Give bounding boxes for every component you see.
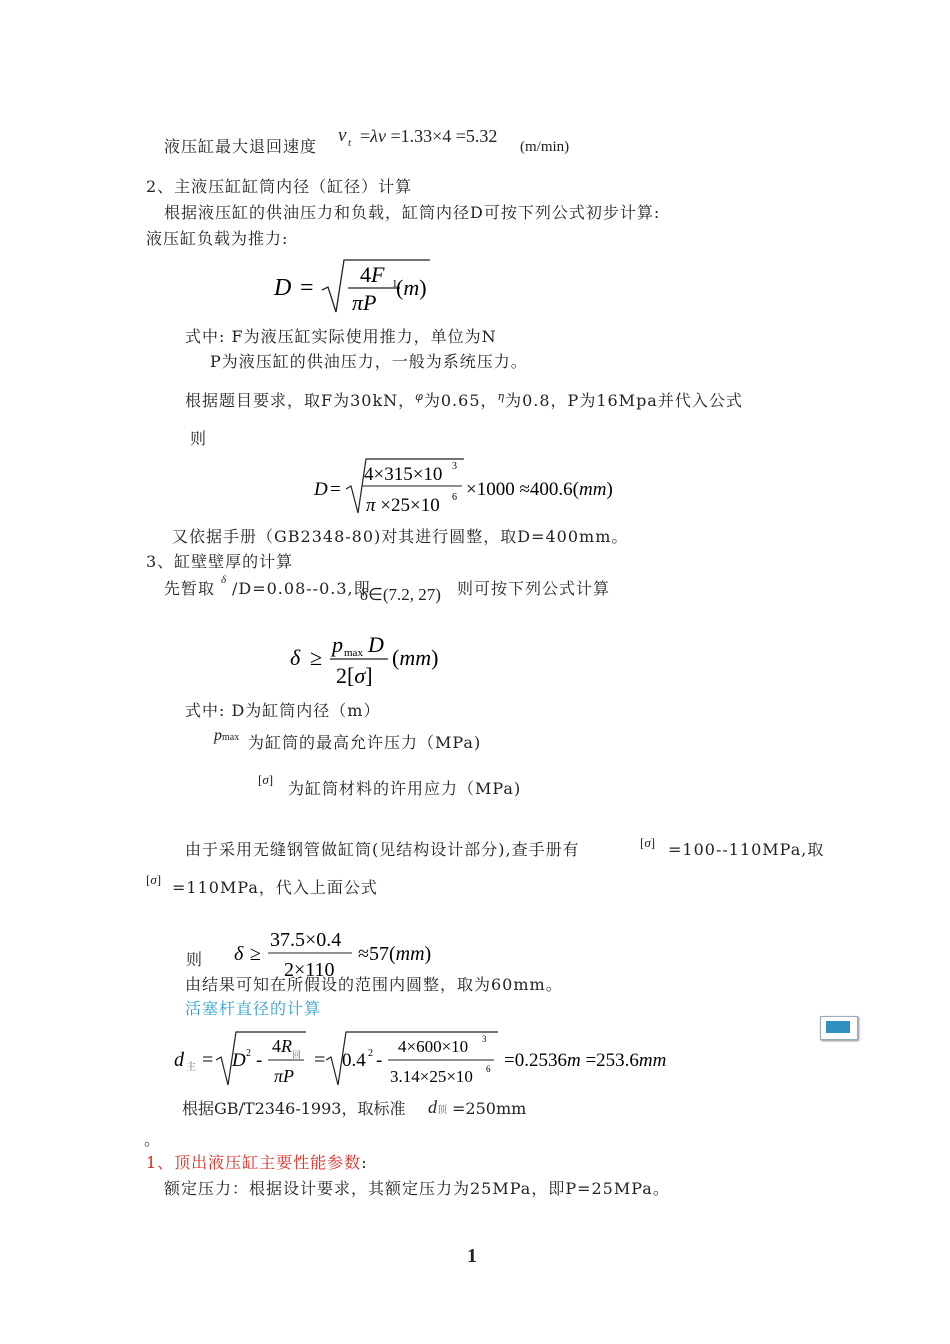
given-values: 根据题目要求，取F为30kN，$^\varphi$为0.65，$^\eta$为0.8，P为16Mpa并代入公式 <box>185 390 743 410</box>
standard-suffix: =250mm <box>452 1099 527 1118</box>
where-pmax: 为缸筒的最高允许压力（MPa) <box>248 733 482 752</box>
note-icon[interactable] <box>820 1016 858 1040</box>
svg-text:2[σ]: 2[σ] <box>336 663 373 688</box>
formula-delta <box>288 628 458 692</box>
where-D: 式中: D为缸筒内径（m） <box>185 701 381 720</box>
sigma-value: =110MPa，代入上面公式 <box>172 878 378 897</box>
svg-text:2×110: 2×110 <box>284 959 335 981</box>
svg-text:1: 1 <box>392 278 398 290</box>
svg-text:4F: 4F <box>360 262 385 287</box>
svg-text:2: 2 <box>246 1048 251 1059</box>
retract-speed-unit: (m/min) <box>520 139 570 155</box>
standard-prefix: 根据GB/T2346-1993，取标准 <box>182 1099 406 1118</box>
stray-period: 。 <box>144 1130 162 1149</box>
svg-text:4×315×10: 4×315×10 <box>364 464 443 485</box>
where-sigma: 为缸筒材料的许用应力（MPa) <box>288 779 522 798</box>
svg-text:≥: ≥ <box>250 943 261 965</box>
svg-text:=: = <box>300 275 314 301</box>
assume-middle: /D=0.08--0.3,即 <box>232 579 371 598</box>
result-line: 由结果可知在所假设的范围内圆整，取为60mm。 <box>185 975 563 994</box>
retract-speed-label: 液压缸最大退回速度 <box>164 137 318 156</box>
svg-text:37.5×0.4: 37.5×0.4 <box>270 929 342 951</box>
section2-intro: 根据液压缸的供油压力和负载，缸筒内径D可按下列公式初步计算: <box>164 203 661 222</box>
assume-range: δ∈(7.2, 27) <box>360 585 441 604</box>
svg-text:6: 6 <box>486 1064 491 1074</box>
handbook-round: 又依据手册（GB2348-80)对其进行圆整，取D=400mm。 <box>172 527 629 546</box>
svg-text:p: p <box>332 632 343 657</box>
svg-text:3: 3 <box>482 1034 487 1044</box>
svg-text:=: = <box>330 479 341 500</box>
svg-text:3.14×25×10: 3.14×25×10 <box>390 1067 473 1086</box>
rated-pressure: 额定压力：根据设计要求，其额定压力为25MPa，即P=25MPa。 <box>164 1179 670 1198</box>
formula-D-value <box>312 455 632 517</box>
section3-title: 3、缸壁壁厚的计算 <box>146 552 294 571</box>
svg-text:4R: 4R <box>272 1036 292 1056</box>
section2-load: 液压缸负载为推力: <box>146 229 289 248</box>
svg-text:δ: δ <box>234 943 244 965</box>
then-label-2: 则 <box>186 950 204 969</box>
where-P: P为液压缸的供油压力，一般为系统压力。 <box>210 352 528 371</box>
svg-text:回: 回 <box>292 1050 302 1060</box>
svg-text:×1000 ≈400.6(mm): ×1000 ≈400.6(mm) <box>466 479 613 500</box>
svg-text:=: = <box>314 1049 326 1071</box>
params-title-text: 1、顶出液压缸主要性能参数 <box>146 1153 362 1172</box>
seamless-prefix: 由于采用无缝钢管做缸筒(见结构设计部分),查手册有 <box>185 840 580 859</box>
svg-text:πP: πP <box>352 290 377 315</box>
assume-prefix: 先暂取 <box>164 579 216 598</box>
svg-text:(m): (m) <box>396 275 427 300</box>
svg-text:=: = <box>202 1049 214 1071</box>
svg-text:D: D <box>368 632 384 657</box>
svg-text:3: 3 <box>452 461 457 472</box>
retract-speed-formula: v t =λv =1.33×4 =5.32 <box>338 125 498 149</box>
svg-text:D: D <box>232 1050 246 1071</box>
svg-text:π ×25×10: π ×25×10 <box>366 495 440 516</box>
svg-text:≥: ≥ <box>310 645 323 670</box>
formula-D <box>270 254 450 316</box>
svg-text:πP: πP <box>274 1066 295 1086</box>
page-number: 1 <box>467 1245 477 1267</box>
sigma-symbol: [σ] <box>258 772 274 787</box>
assume-suffix: 则可按下列公式计算 <box>457 579 611 598</box>
seamless-suffix: =100--110MPa,取 <box>668 840 825 859</box>
pmax-symbol: pmax <box>214 727 240 744</box>
section2-title: 2、主液压缸缸筒内径（缸径）计算 <box>146 177 413 196</box>
svg-text:2: 2 <box>368 1048 373 1059</box>
sigma-symbol-2: [σ] <box>640 835 656 850</box>
svg-text:≈57(mm): ≈57(mm) <box>358 943 432 965</box>
svg-text:-: - <box>376 1050 383 1071</box>
formula-rod <box>172 1028 712 1090</box>
svg-text:-: - <box>256 1050 263 1071</box>
svg-text:主: 主 <box>186 1062 196 1073</box>
svg-text:4×600×10: 4×600×10 <box>398 1037 469 1056</box>
svg-text:0.4: 0.4 <box>342 1050 366 1071</box>
d-top-symbol: d顶 <box>428 1097 447 1117</box>
svg-text:D: D <box>274 275 292 301</box>
svg-text:=0.2536m =253.6mm: =0.2536m =253.6mm <box>504 1050 667 1071</box>
rod-title: 活塞杆直径的计算 <box>185 999 322 1018</box>
where-F: 式中: F为液压缸实际使用推力，单位为N <box>185 327 497 346</box>
svg-text:δ: δ <box>290 645 301 670</box>
params-title <box>146 1153 368 1173</box>
svg-text:6: 6 <box>452 492 457 503</box>
svg-text:D: D <box>314 479 328 500</box>
sigma-symbol-3: [σ] <box>146 872 162 887</box>
svg-text:max: max <box>344 647 363 659</box>
svg-text:(mm): (mm) <box>392 645 439 670</box>
params-title-colon: : <box>361 1153 368 1172</box>
svg-text:d: d <box>174 1049 184 1071</box>
then-label-1: 则 <box>190 429 208 448</box>
delta-symbol-small: δ <box>221 574 227 586</box>
